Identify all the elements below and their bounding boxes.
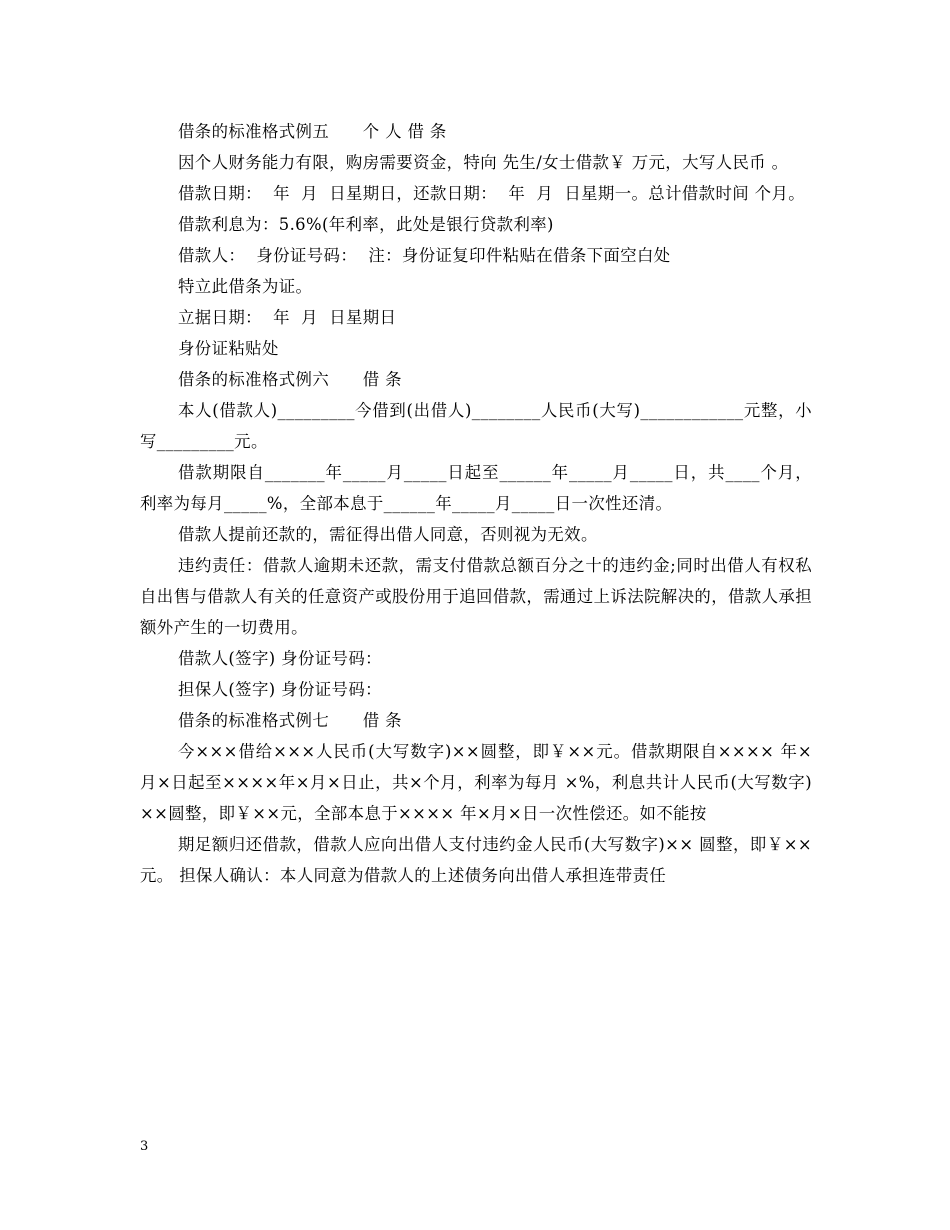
page-number: 3 xyxy=(140,1139,149,1154)
paragraph-example-5-heading: 借条的标准格式例五 个 人 借 条 xyxy=(178,122,447,141)
paragraph-borrower-signature: 借款人(签字) 身份证号码： xyxy=(178,649,382,668)
paragraph-penalty-guarantee: 期足额归还借款，借款人应向出借人支付违约金人民币(大写数字)×× 圆整，即￥×× 元。 担保人确认：本人同意为借款人的上述债务向出借人承担连带责任 xyxy=(140,835,818,885)
paragraph-default-liability: 违约责任：借款人逾期未还款，需支付借款总额百分之十的违约金;同时出借人有权私自出售与借款人有关的任意资产或股份用于追回借款，需通过上诉法院解决的，借款人承担额外产生的一切费用。 xyxy=(140,556,812,637)
paragraph-early-repayment: 借款人提前还款的，需征得出借人同意，否则视为无效。 xyxy=(178,525,598,544)
paragraph-borrower-id: 借款人： 身份证号码： 注：身份证复印件粘贴在借条下面空白处 xyxy=(178,246,671,265)
paragraph-loan-term: 借款期限自_______年_____月_____日起至______年_____月_____日，共____个月，利率为每月_____%，全部本息于______年_____月_____日一次性还清。 xyxy=(140,463,812,513)
document-body xyxy=(140,116,818,891)
paragraph-loan-terms-example-7: 今×××借给×××人民币(大写数字)××圆整，即￥××元。借款期限自×××× 年×月×日起至××××年×月×日止，共×个月，利率为每月 ×%，利息共计人民币(大写数字)××圆整，即￥××元，全部本息于×××× 年×月×日一次性偿还。如不能按 xyxy=(140,742,812,823)
paragraph-certification: 特立此借条为证。 xyxy=(178,277,313,296)
paragraph-borrow-amount: 本人(借款人)_________今借到(出借人)________人民币(大写)____________元整，小写_________元。 xyxy=(140,401,812,451)
paragraph-example-7-heading: 借条的标准格式例七 借 条 xyxy=(178,711,402,730)
paragraph-loan-dates: 借款日期： 年 月 日星期日，还款日期： 年 月 日星期一。总计借款时间 个月。 xyxy=(178,184,806,203)
paragraph-example-6-heading: 借条的标准格式例六 借 条 xyxy=(178,370,402,389)
paragraph-issue-date: 立据日期： 年 月 日星期日 xyxy=(178,308,397,327)
paragraph-purpose: 因个人财务能力有限，购房需要资金，特向 先生/女士借款￥ 万元，大写人民币 。 xyxy=(178,153,789,172)
paragraph-interest: 借款利息为：5.6%(年利率，此处是银行贷款利率) xyxy=(178,215,554,234)
paragraph-guarantor-signature: 担保人(签字) 身份证号码： xyxy=(178,680,382,699)
paragraph-id-paste-area: 身份证粘贴处 xyxy=(178,339,279,358)
